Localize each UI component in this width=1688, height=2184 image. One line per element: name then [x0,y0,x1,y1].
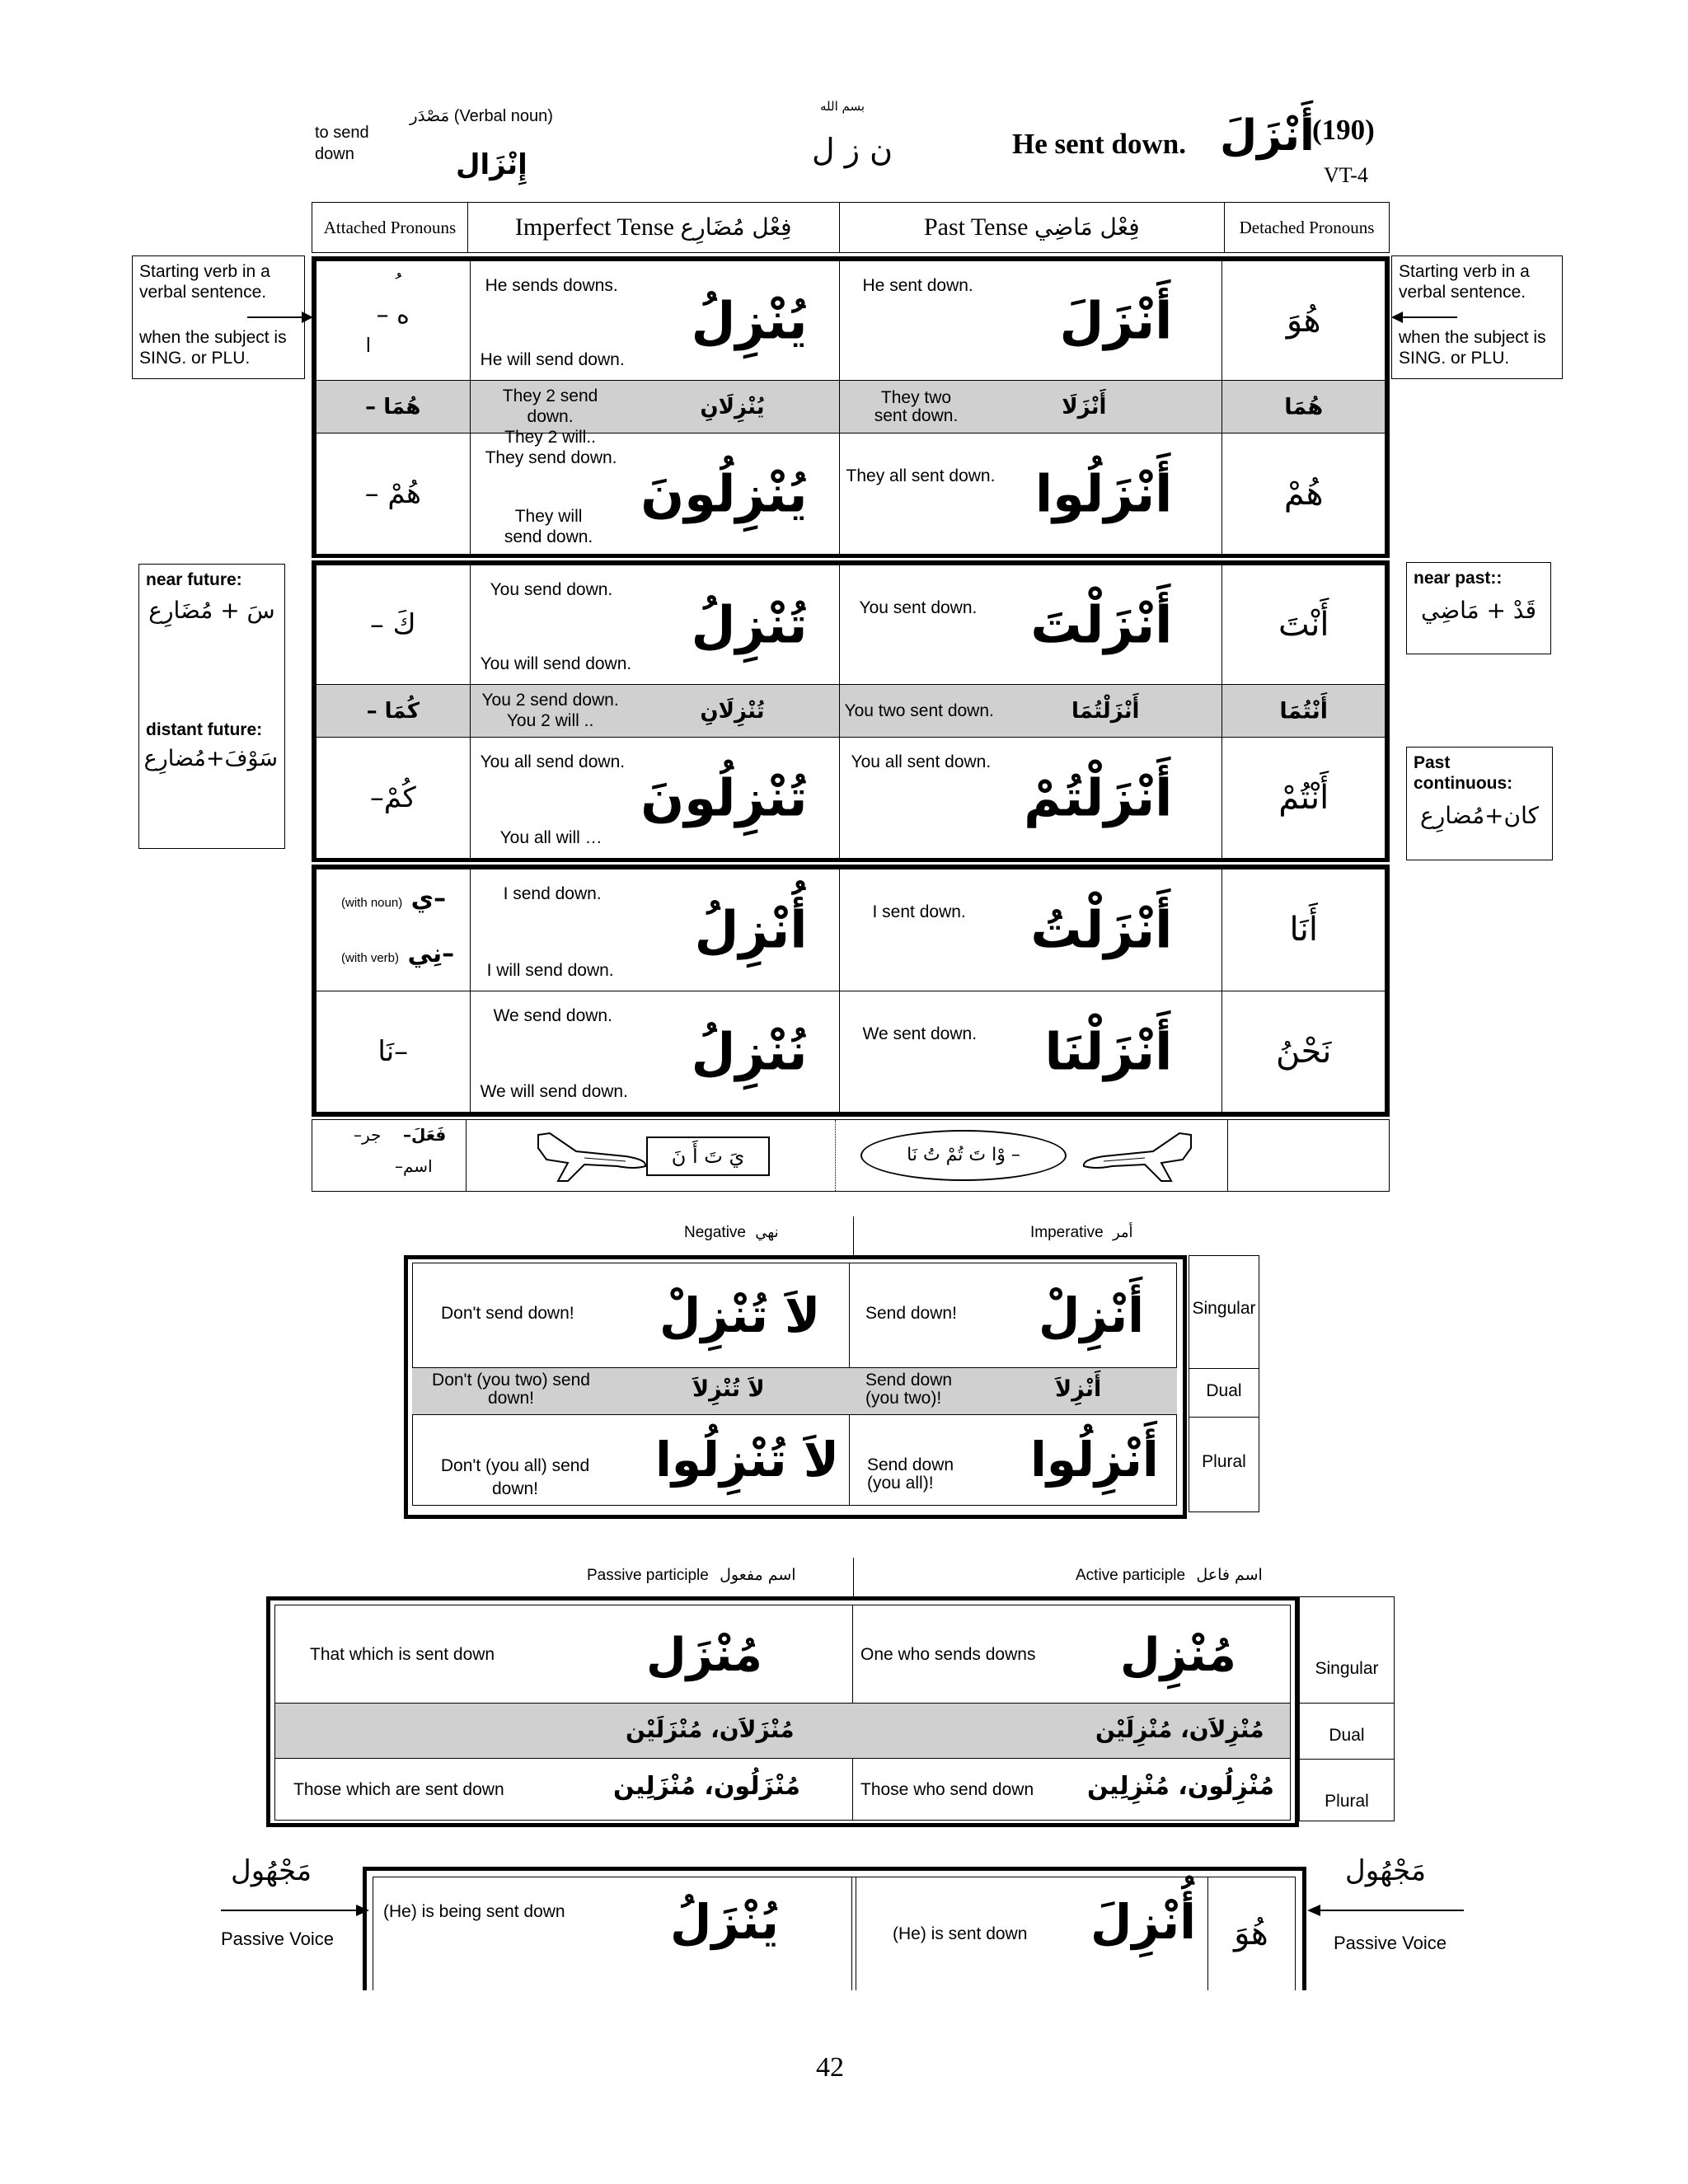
detached-pronoun: نَحْنُ [1276,1032,1332,1071]
past-ar: أَنْزَلْتُمَا [1071,698,1140,724]
with-verb-label: (with verb) [341,951,400,965]
past-ar: أَنْزَلْتَ [1030,594,1173,655]
jar-label: جر– [354,1125,382,1145]
airplane-icon [535,1127,650,1186]
negative-heading-en: Negative [684,1224,746,1241]
past-heading [839,203,1225,253]
second-person-block [312,560,1390,862]
divider [466,1120,467,1191]
imperfect-heading-ar: فِعْل مُضَارِع [680,213,792,241]
detached-pronoun: أَنَا [1289,911,1318,949]
past-continuous-box [1406,747,1553,860]
participle-number-labels [1299,1596,1395,1821]
dual-label: Dual [1206,1381,1242,1400]
airplane-icon [1079,1127,1194,1186]
divider [1189,1417,1259,1418]
imperfect-en-present: I send down. [503,884,602,903]
imperfect-en-future: You all will … [499,828,603,847]
neg-en: Don't send down! [441,1304,574,1323]
passive-participle-en: Passive participle [587,1567,709,1584]
imperfect-ar: تُنْزِلُونَ [640,767,808,828]
past-continuous-label: Past continuous: [1414,753,1513,793]
attached-pronoun: كُمْ– [369,781,416,814]
plural-label: Plural [1202,1452,1246,1471]
past-cell [839,738,1222,859]
neg-en: Don't (you two) send down! [432,1371,590,1408]
attached-pronoun: هُمَا – [365,394,421,419]
plural-label: Plural [1325,1792,1369,1811]
imperfect-prefixes-box: يَ تَ أَ نَ [646,1137,770,1176]
detached-cell [1222,738,1386,859]
divider [1300,1703,1394,1704]
passive-en: Those which are sent down [293,1780,504,1799]
divider [835,1120,836,1191]
passive-ar: مُنْزَل [646,1629,762,1682]
past-en: He sent down. [862,276,973,295]
detached-pronoun: أَنْتَ [1278,606,1329,644]
past-en: You all sent down. [851,752,992,771]
near-past-box [1406,562,1551,654]
singular-label: Singular [1315,1659,1379,1678]
imperfect-en-future: I will send down. [486,960,614,980]
imp-en: Send down (you two)! [865,1371,953,1408]
past-ar: أَنْزَلْنَا [1044,1021,1173,1082]
passive-imperfect-en: (He) is being sent down [383,1902,565,1921]
first-person-block [312,865,1390,1117]
masdar-label-ar: مَصْدَر [410,105,450,125]
negative-imperative-table [412,1263,1187,1511]
imperfect-ar: نُنْزِلُ [691,1021,808,1082]
detached-pronoun: أَنْتُمْ [1278,779,1329,817]
att-with-noun [341,884,446,913]
attached-cell [316,261,471,381]
neg-ar: لاَ تُنْزِلْ [659,1287,821,1343]
past-ar: أَنْزَلْتُ [1030,899,1173,960]
neg-en: Don't (you all) send down! [440,1456,590,1498]
passive-past-en: (He) is sent down [893,1924,1028,1943]
title-arabic: أَنْزَلَ [1220,111,1315,161]
imperfect-ar: أُنْزِلُ [694,899,808,960]
fal-label: فَعَلَ– [403,1125,447,1145]
past-continuous-formula: كان+مُضارِع [1420,802,1539,829]
majhul-left: مَجْهُول [231,1854,312,1887]
verb-code: VT-4 [1324,163,1368,187]
divider [853,1558,854,1599]
active-participle-ar: اسم فاعل [1196,1566,1263,1584]
active-participle-heading [1076,1566,1263,1585]
detached-pronouns-heading: Detached Pronouns [1225,203,1390,253]
verb-number: (190) [1312,114,1375,146]
detached-cell [1222,434,1386,555]
imperfect-cell [470,685,839,738]
negative-heading [684,1224,779,1242]
past-ar: أَنْزَلُوا [1034,463,1173,524]
passive-voice-right: Passive Voice [1334,1933,1447,1953]
past-suffixes-ellipse: – وْا تَ تُمْ تُ نَا [860,1130,1067,1181]
att-alif: ا [365,334,372,357]
imperfect-en-present: He sends downs. [485,276,618,295]
masdar-word: إِنْزَال [456,148,528,181]
divider [853,1216,854,1258]
to-send-down-label: to send down [315,124,369,163]
imperfect-en-present: You all send down. [480,752,626,771]
divider [1227,1120,1228,1191]
past-cell [839,869,1222,991]
imperfect-en-future: We will send down. [480,1082,628,1101]
imperfect-cell [470,738,839,859]
detached-cell [1222,991,1386,1113]
imperfect-ar: يُنْزِلُ [691,290,808,351]
active-participle-en: Active participle [1076,1567,1186,1584]
detached-cell [1222,261,1386,381]
attached-pronoun: كَ – [369,608,416,641]
attached-cell [316,991,471,1113]
divider [1300,1759,1394,1760]
past-heading-en: Past Tense [923,213,1029,241]
imperfect-cell [470,381,839,447]
past-ar: أَنْزَلَا [1062,394,1107,419]
arrow-right-icon [221,1902,369,1919]
neg-ar: لاَ تُنْزِلاَ [692,1376,765,1402]
imperfect-en-future: They will send down. [504,507,593,546]
imperfect-en-future: You will send down. [480,654,632,673]
imperfect-en-future: He will send down. [480,350,625,369]
imperfect-en-future: They 2 will.. [504,428,596,447]
past-en: They two sent down. [874,388,959,425]
participles-table [274,1605,1291,1821]
imp-en: Send down (you all)! [867,1455,954,1493]
passive-ar: مُنْزَلاَن، مُنْزَلَيْن [626,1716,795,1743]
future-notes-box [138,564,285,849]
distant-future-label: distant future: [146,720,263,739]
imperfect-cell [470,261,839,381]
singular-label: Singular [1192,1299,1256,1318]
detached-cell [1222,381,1386,434]
number-labels [1189,1255,1259,1512]
att-with-verb [341,940,454,968]
detached-pronoun: هُمَا [1284,394,1324,419]
active-en: Those who send down [860,1780,1034,1799]
passive-imperfect-ar: يُنْزَلُ [670,1894,779,1950]
passive-table [373,1877,1296,1990]
arrow-right-icon [247,309,313,326]
detached-cell [1222,565,1386,685]
past-en: We sent down. [862,1024,978,1043]
imperfect-en [481,690,621,731]
passive-participle-heading [587,1566,796,1585]
past-en: They all sent down. [846,466,996,485]
imp-ar: أَنْزِلُوا [1030,1432,1159,1488]
right-start-text: Starting verb in a verbal sentence. [1399,262,1530,302]
imperative-heading-en: Imperative [1030,1224,1104,1241]
masdar-label [410,105,553,127]
masdar-label-en: (Verbal noun) [453,107,553,125]
imp-en: Send down! [865,1304,957,1323]
imperfect-cell [470,434,839,555]
passive-participle-ar: اسم مفعول [720,1566,796,1584]
distant-future-formula: سَوْفَ+مُضارِع [143,746,278,771]
imperfect-ar: تُنْزِلُ [691,594,808,655]
imperative-heading-ar: أمر [1112,1224,1133,1241]
attached-cell [316,381,471,434]
att-ni: –نِي [407,940,455,968]
past-en: I sent down. [872,902,966,921]
passive-voice-left: Passive Voice [221,1929,334,1949]
basmala: بسم الله [820,99,865,114]
detached-cell [1222,685,1386,738]
attached-cell [316,434,471,555]
detached-cell [1222,869,1386,991]
past-heading-ar: فِعْل مَاضِي [1034,213,1140,241]
root-letters: ن ز ل [812,132,893,168]
imperfect-en-present: We send down. [493,1005,612,1025]
third-person-block [312,256,1390,558]
imperfect-en-present: They send down. [485,448,617,467]
near-future-formula: سَ + مُضَارِع [148,597,275,624]
attached-pronouns-heading: Attached Pronouns [312,203,468,253]
imperfect-en-present: You 2 send down. [481,691,619,710]
page-number: 42 [816,2052,844,2083]
attached-cell [316,565,471,685]
attached-pronoun: –نَا [377,1034,409,1068]
att-ha: ه – [376,301,410,330]
prefix-suffix-row [312,1119,1390,1192]
past-cell [839,991,1222,1113]
right-when-text: when the subject is SING. or PLU. [1399,328,1546,368]
past-en: You sent down. [859,598,978,617]
imperfect-en-future: You 2 will .. [506,711,594,730]
imperfect-ar: تُنْزِلَانِ [700,698,765,724]
att-damma [316,273,470,298]
attached-cell [316,738,471,859]
active-ar: مُنْزِل [1120,1629,1236,1682]
majhul-right: مَجْهُول [1345,1854,1427,1887]
passive-past-ar: أُنْزِلَ [1090,1894,1197,1950]
neg-ar: لاَ تُنْزِلُوا [655,1432,839,1488]
imperfect-ar: يُنْزِلَانِ [700,394,765,419]
negative-heading-ar: نهي [755,1224,779,1241]
past-cell [839,434,1222,555]
left-start-text: Starting verb in a verbal sentence. [139,262,270,302]
attached-pronoun: كُمَا – [366,698,420,724]
past-cell [839,261,1222,381]
column-headers [312,202,1390,253]
imperfect-en-present: You send down. [490,580,613,599]
near-past-formula: قَدْ + مَاضِي [1421,597,1536,624]
active-en: One who sends downs [860,1645,1036,1664]
past-en: You two sent down. [844,701,994,720]
imp-ar: أَنْزِلاَ [1055,1376,1102,1402]
passive-ar: مُنْزَلُون، مُنْزَلِين [613,1772,800,1801]
ism-label: اسم– [395,1156,433,1176]
imperfect-cell [470,991,839,1113]
detached-pronoun: هُوَ [1286,302,1321,340]
attached-cell [316,685,471,738]
past-cell [839,381,1222,434]
attached-pronoun: هُمْ – [364,477,421,510]
arrow-left-icon [1391,309,1457,326]
passive-en: That which is sent down [310,1645,495,1664]
dual-label: Dual [1329,1726,1365,1745]
title-english: He sent down. [1012,128,1186,160]
passive-pronoun: هُوَ [1234,1915,1268,1952]
divider [851,1877,852,1990]
imperfect-en-present: They 2 send down. [502,387,598,426]
attached-cell [316,869,471,991]
detached-pronoun: هُمْ [1283,475,1324,513]
left-when-text: when the subject is SING. or PLU. [139,328,287,368]
imp-ar: أَنْزِلْ [1039,1287,1145,1343]
past-cell [839,685,1222,738]
imperfect-ar: يُنْزِلُونَ [640,463,808,524]
imperative-heading [1030,1224,1133,1242]
near-future-label: near future: [146,570,242,589]
att-ya: –ي [410,884,447,913]
divider [1189,1368,1259,1369]
past-cell [839,565,1222,685]
with-noun-label: (with noun) [341,896,403,910]
imperfect-cell [470,869,839,991]
active-ar: مُنْزِلاَن، مُنْزِلَيْن [1095,1716,1264,1743]
past-ar: أَنْزَلَ [1059,290,1173,351]
active-ar: مُنْزِلُون، مُنْزِلِين [1087,1772,1274,1801]
imperfect-heading-en: Imperfect Tense [514,213,674,241]
arrow-left-icon [1307,1902,1464,1919]
near-past-label: near past:: [1414,569,1503,588]
detached-pronoun: أَنْتُمَا [1279,698,1329,724]
past-ar: أَنْزَلْتُمْ [1024,767,1173,828]
imperfect-heading [467,203,839,253]
imperfect-cell [470,565,839,685]
